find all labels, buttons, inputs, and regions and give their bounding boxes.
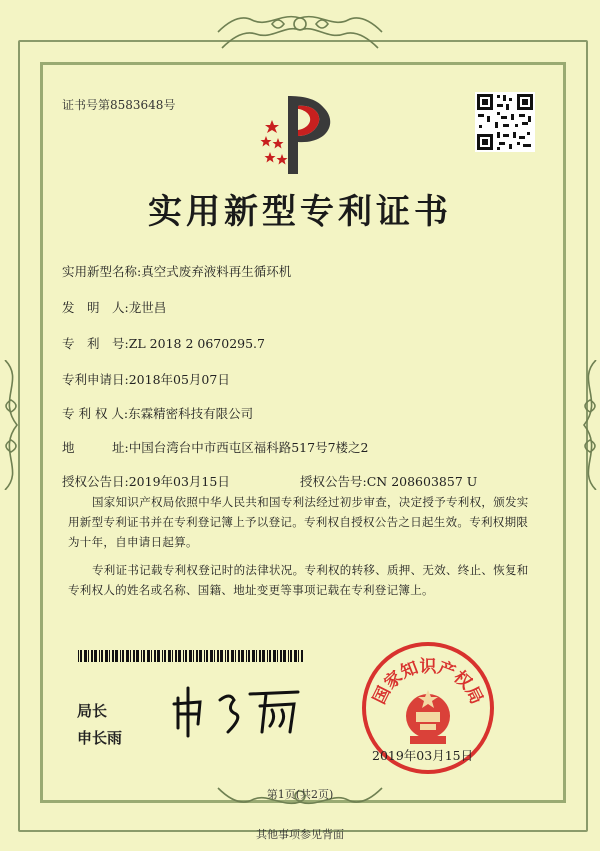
announce-number-row — [300, 472, 477, 490]
left-ornament — [0, 360, 35, 490]
patentee-row — [62, 404, 253, 422]
utility-name-label: 实用新型名称: — [62, 264, 142, 279]
patent-number-value: ZL 2018 2 0670295.7 — [128, 336, 265, 351]
announce-date-value: 2019年03月15日 — [128, 474, 230, 489]
patentee-value: 东霖精密科技有限公司 — [128, 406, 254, 421]
certificate-number: 证书号第8583648号 — [62, 98, 176, 112]
record-paragraph: 专利证书记载专利权登记时的法律状况。专利权的转移、质押、无效、终止、恢复和专利权人的姓名或名称、国籍、地址变更等事项记载在专利登记簿上。 — [68, 563, 529, 597]
announce-date-label: 授权公告日: — [62, 474, 129, 489]
director-title: 局长 — [77, 702, 108, 720]
filing-date-label: 专利申请日: — [62, 372, 129, 387]
announce-number-label: 授权公告号: — [300, 474, 367, 489]
top-ornament — [212, 10, 388, 60]
grant-paragraph: 国家知识产权局依照中华人民共和国专利法经过初步审查，决定授予专利权，颁发实用新型专利证书并在专利登记簿上予以登记。专利权自授权公告之日起生效。专利权期限为十年，自申请日起算。 — [68, 495, 529, 549]
director-name: 申长雨 — [77, 729, 123, 747]
address-value: 中国台湾台中市西屯区福科路517号7楼之2 — [128, 440, 369, 455]
seal-date: 2019年03月15日 — [372, 748, 474, 763]
barcode — [78, 650, 306, 662]
patent-number-label: 专 利 号: — [62, 336, 129, 351]
patentee-label: 专 利 权 人: — [62, 406, 129, 421]
seal-text: 国家知识产权局 — [369, 657, 487, 708]
inventor-value: 龙世昌 — [128, 300, 167, 315]
patent-number-row — [62, 334, 265, 352]
director-signature — [168, 680, 318, 740]
inventor-label: 发 明 人: — [62, 300, 129, 315]
filing-date-row — [62, 370, 230, 388]
filing-date-value: 2018年05月07日 — [128, 372, 230, 387]
inventor-row — [62, 298, 166, 316]
certificate-title: 实用新型专利证书 — [148, 192, 452, 232]
page-number: 第1页(共2页) — [266, 788, 334, 801]
address-label: 地 址: — [62, 440, 129, 455]
utility-name-row — [62, 262, 291, 280]
announce-number-value: CN 208603857 U — [366, 474, 478, 489]
right-ornament — [566, 360, 600, 490]
qr-code — [475, 92, 535, 152]
utility-name-value: 真空式废弃液料再生循环机 — [141, 264, 292, 279]
footer-note: 其他事项参见背面 — [256, 828, 344, 841]
address-row — [62, 438, 368, 456]
cnipa-logo — [258, 92, 340, 178]
announce-date-row — [62, 472, 230, 490]
